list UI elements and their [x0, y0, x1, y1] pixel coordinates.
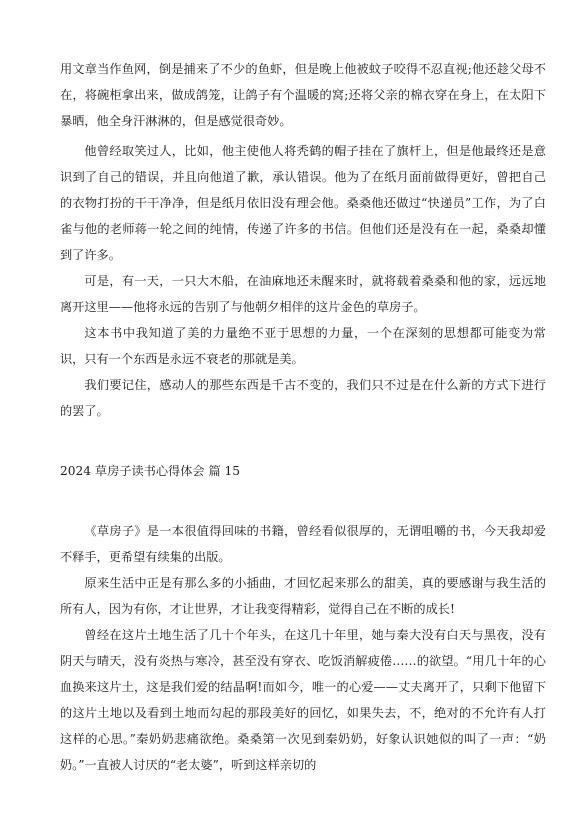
section-title: 2024 草房子读书心得体会 篇 15: [60, 464, 241, 478]
paragraph-continued: 用文章当作鱼网，倒是捕来了不少的鱼虾，但是晚上他被蚊子咬得不忍直视;他还趁父母不在，将碗柜拿出来，做成鸽笼，让鸽子有个温暖的窝;还将父亲的棉衣穿在身上，在太阳下暴晒，他全身汗淋淋的，但是感觉很奇妙。: [60, 62, 546, 128]
paragraph: 这本书中我知道了美的力量绝不亚于思想的力量，一个在深刻的思想都可能变为常识，只有一个东西是永远不衰老的那就是美。: [60, 326, 546, 366]
paragraph: 我们要记住，感动人的那些东西是千古不变的，我们只不过是在什么新的方式下进行的罢了。: [60, 378, 546, 418]
paragraph: 《草房子》是一本很值得回味的书籍，曾经看似很厚的，无谓咀嚼的书，今天我却爱不释手，更希望有续集的出版。: [60, 524, 546, 564]
document-page: [60, 56, 546, 778]
paragraph: 他曾经取笑过人，比如，他主使他人将秃鹤的帽子挂在了旗杆上，但是他最终还是意识到了自己的错误，并且向他道了歉，承认错误。他为了在纸月面前做得更好，曾把自己的衣物打扮的干干净净，但是纸月依旧没有理会他。桑桑他还做过“快递员”工作，为了白雀与他的老师蒋一轮之间的纯情，传递了许多的书信。但他们还是没有在一起，桑桑却懂到了许多。: [60, 144, 546, 262]
paragraph: 曾经在这片土地生活了几十个年头，在这几十年里，她与秦大没有白天与黑夜，没有阴天与晴天，没有炎热与寒冷，甚至没有穿衣、吃饭消解疲倦……的欲望。“用几十年的心血换来这片土，这是我们爱的结晶啊!而如今，唯一的心爱——丈夫离开了，只剩下他留下的这片土地以及看到土地而勾起的那段美好的回忆，如果失去，不，绝对的不允许有人打这样的心思。”秦奶奶悲痛欲绝。桑桑第一次见到秦奶奶，好象认识她似的叫了一声：“奶奶。”一直被人讨厌的“老太婆”，听到这样亲切的: [60, 628, 546, 772]
paragraph: 原来生活中正是有那么多的小插曲，才回忆起来那么的甜美，真的要感谢与我生活的所有人，因为有你，才让世界，才让我变得精彩，觉得自己在不断的成长!: [60, 576, 546, 616]
paragraph: 可是，有一天，一只大木船，在油麻地还未醒来时，就将载着桑桑和他的家，远远地离开这里——他将永远的告别了与他朝夕相伴的这片金色的草房子。: [60, 274, 546, 314]
